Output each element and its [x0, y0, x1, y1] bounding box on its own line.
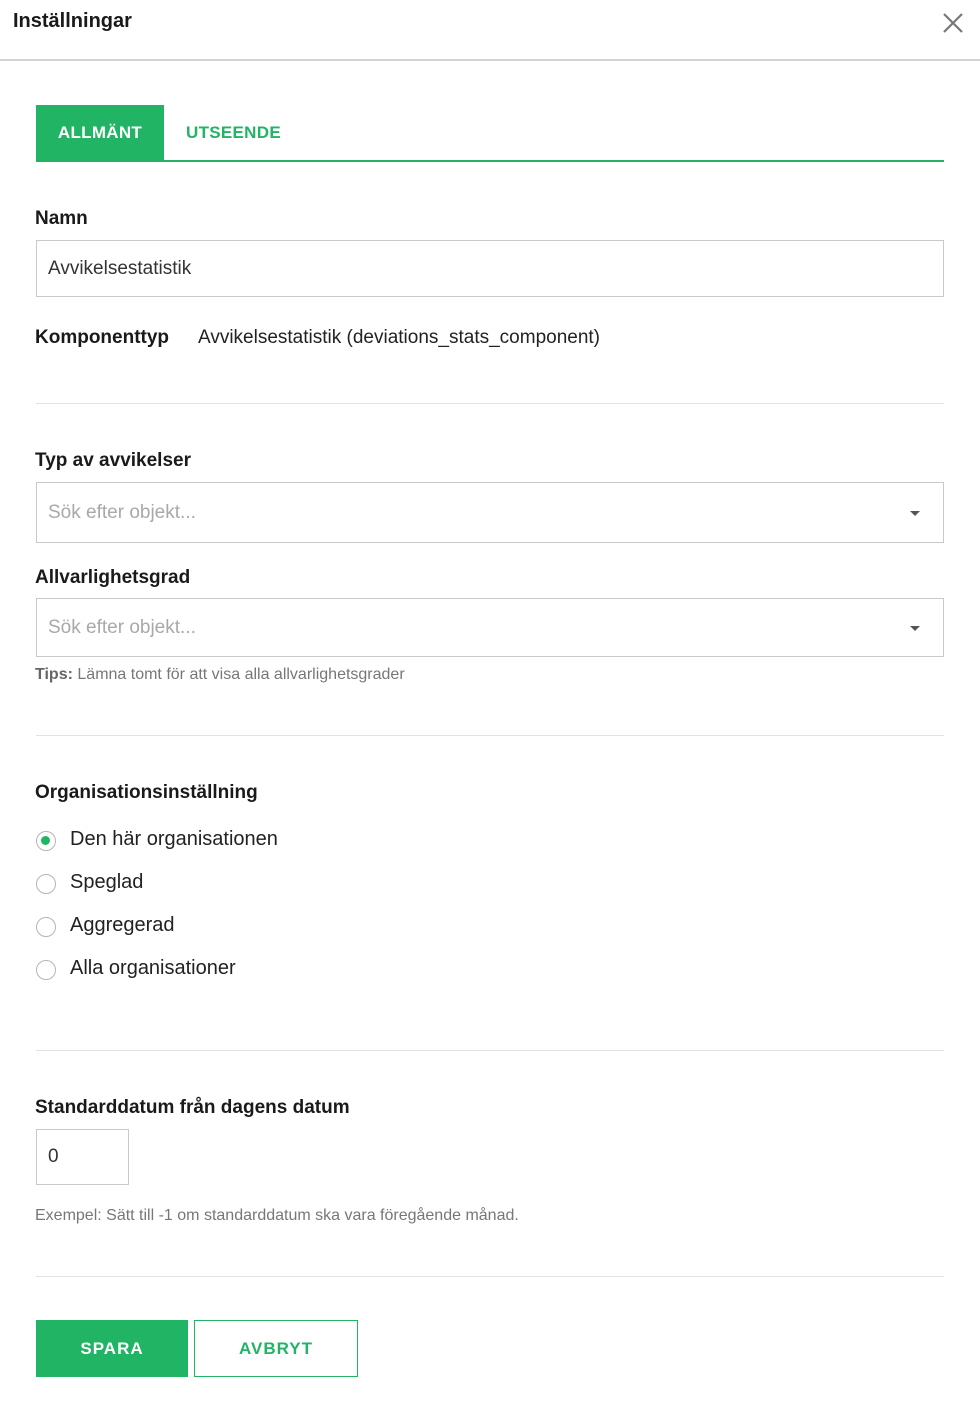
- severity-tip-prefix: Tips:: [35, 666, 73, 683]
- component-type-value: Avvikelsestatistik (deviations_stats_component): [198, 327, 601, 348]
- default-date-label: Standarddatum från dagens datum: [35, 1097, 350, 1118]
- radio-checked-icon: [36, 831, 56, 851]
- severity-label: Allvarlighetsgrad: [35, 567, 191, 588]
- deviation-type-select[interactable]: [36, 482, 944, 543]
- chevron-down-icon: [910, 511, 920, 516]
- close-icon: [938, 8, 968, 38]
- deviation-type-label: Typ av avvikelser: [35, 450, 191, 471]
- radio-unchecked-icon: [36, 917, 56, 937]
- dialog-header: [0, 0, 980, 61]
- section-divider: [36, 735, 944, 736]
- default-date-hint: Exempel: Sätt till -1 om standarddatum ska vara föregående månad.: [35, 1207, 519, 1224]
- section-divider: [36, 403, 944, 404]
- chevron-down-icon: [910, 626, 920, 631]
- severity-tip: [35, 666, 405, 684]
- radio-label: Den här organisationen: [70, 828, 278, 850]
- component-type-label: Komponenttyp: [35, 327, 170, 348]
- section-divider: [36, 1276, 944, 1277]
- section-divider: [36, 1050, 944, 1051]
- radio-label: Speglad: [70, 871, 144, 893]
- close-button[interactable]: [938, 8, 968, 38]
- severity-select[interactable]: [36, 598, 944, 657]
- radio-unchecked-icon: [36, 874, 56, 894]
- radio-label: Aggregerad: [70, 914, 175, 936]
- name-input[interactable]: [36, 240, 944, 297]
- cancel-button[interactable]: AVBRYT: [194, 1320, 358, 1377]
- severity-placeholder: Sök efter objekt...: [48, 616, 196, 638]
- severity-tip-text: Lämna tomt för att visa alla allvarlighetsgrader: [77, 666, 405, 683]
- radio-unchecked-icon: [36, 960, 56, 980]
- deviation-type-placeholder: Sök efter objekt...: [48, 501, 196, 523]
- tab-general[interactable]: ALLMÄNT: [36, 105, 164, 160]
- dialog-title: Inställningar: [13, 10, 132, 32]
- settings-tabs: [36, 105, 944, 162]
- tab-appearance[interactable]: UTSEENDE: [186, 123, 281, 142]
- radio-label: Alla organisationer: [70, 957, 236, 979]
- default-date-input[interactable]: [36, 1129, 129, 1185]
- organization-label: Organisationsinställning: [35, 782, 258, 803]
- name-label: Namn: [35, 208, 88, 229]
- save-button[interactable]: SPARA: [36, 1320, 188, 1377]
